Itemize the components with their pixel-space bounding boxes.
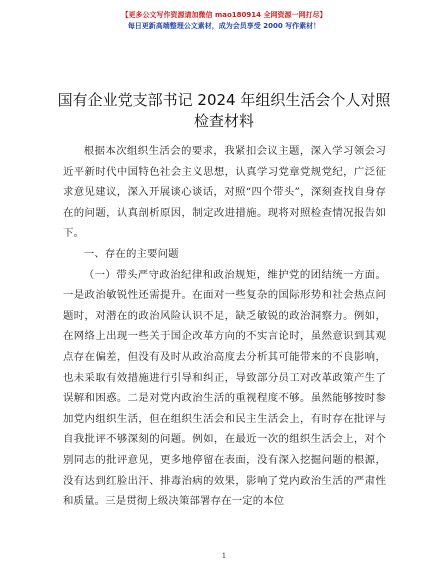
page-number: 1 xyxy=(221,552,227,560)
document-title: 国有企业党支部书记 2024 年组织生活会个人对照检查材料 xyxy=(57,91,391,130)
promo-banner xyxy=(0,10,448,32)
promo-banner-line-1: 【更多公文写作资源请加微信 mao180914 全网资源一网打尽】 xyxy=(121,11,327,19)
document-body xyxy=(63,141,386,512)
body-paragraph: （一）带头严守政治纪律和政治规矩，维护党的团结统一方面。一是政治敏锐性还需提升。在面对一些复杂的国际形势和社会热点问题时，对潜在的政治风险认识不足，缺乏敏锐的政治洞察力。例如，在网络上出现一些关于国企改革方向的不实言论时，虽然意识到其观点存在偏差，但没有及时从政治高度去分析其可能带来的不良影响，也未采取有效措施进行引导和纠正，导致部分员工对改革政策产生了误解和困惑。二是对党内政治生活的重视程度不够。虽然能够按时参加党内组织生活，但在组织生活会和民主生活会上，有时存在批评与自我批评不够深刻的问题。例如，在最近一次的组织生活会上，对个别同志的批评意见，更多地停留在表面，没有深入挖掘问题的根源，没有达到红脸出汗、排毒治病的效果，影响了党内政治生活的严肃性和质量。三是贯彻上级决策部署存在一定的本位 xyxy=(63,268,386,508)
promo-banner-line-2: 每日更新高端整理公文素材，成为会员享受 2000 写作素材！ xyxy=(127,22,321,30)
section-heading: 一、存在的主要问题 xyxy=(83,247,179,260)
intro-paragraph: 根据本次组织生活会的要求，我紧扣会议主题，深入学习领会习近平新时代中国特色社会主义思想，认真学习党章党规党纪，广泛征求意见建议，深入开展谈心谈话，对照“四个带头”，深刻查找自身存在的问题，认真剖析原因，制定改进措施。现将对照检查情况报告如下。 xyxy=(63,145,386,240)
